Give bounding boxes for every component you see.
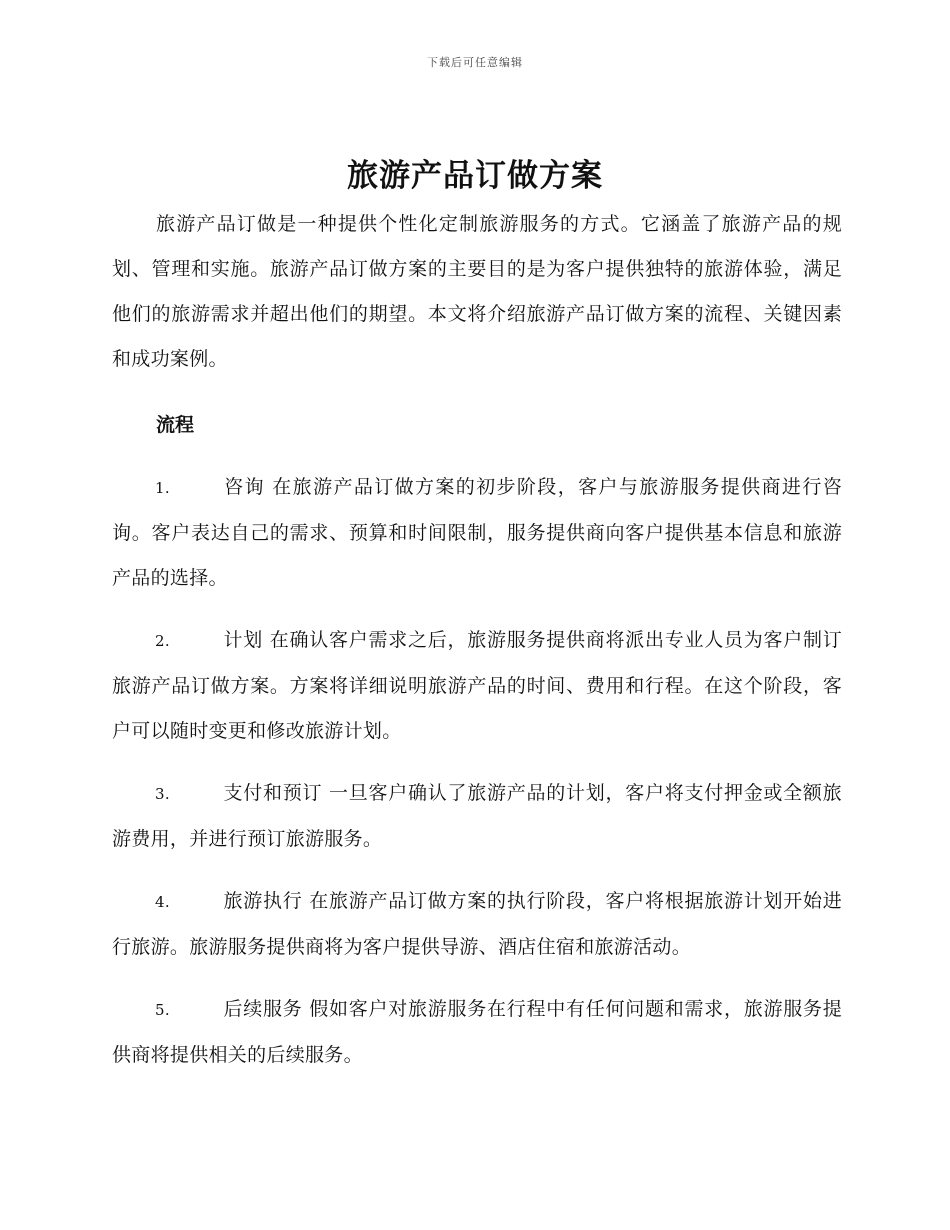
step-title: 计划	[223, 629, 263, 651]
step-number: 3.	[155, 785, 170, 803]
step-item	[112, 771, 842, 862]
step-text: 一旦客户确认了旅游产品的计划，客户将支付押金或全额旅游费用，并进行预订旅游服务。	[112, 782, 842, 850]
step-item	[112, 879, 842, 970]
step-number: 5.	[155, 1001, 170, 1019]
step-number: 2.	[155, 632, 170, 650]
step-item	[112, 987, 842, 1078]
step-text: 假如客户对旅游服务在行程中有任何问题和需求，旅游服务提供商将提供相关的后续服务。	[112, 998, 843, 1066]
step-title: 旅游执行	[223, 890, 303, 912]
step-text: 在旅游产品订做方案的执行阶段，客户将根据旅游计划开始进行旅游。旅游服务提供商将为客户提供导游、酒店住宿和旅游活动。	[112, 890, 843, 958]
page-header-note: 下载后可任意编辑	[427, 56, 523, 69]
document-body	[112, 202, 842, 1078]
step-item	[112, 618, 842, 754]
step-number: 4.	[155, 893, 170, 911]
intro-paragraph: 旅游产品订做是一种提供个性化定制旅游服务的方式。它涵盖了旅游产品的规划、管理和实施。旅游产品订做方案的主要目的是为客户提供独特的旅游体验，满足他们的旅游需求并超出他们的期望。本文将介绍旅游产品订做方案的流程、关键因素和成功案例。	[112, 213, 842, 370]
section-heading-process: 流程	[156, 414, 195, 436]
step-title: 咨询	[223, 476, 265, 498]
step-text: 在旅游产品订做方案的初步阶段，客户与旅游服务提供商进行咨询。客户表达自己的需求、预算和时间限制，服务提供商向客户提供基本信息和旅游产品的选择。	[112, 476, 842, 589]
step-number: 1.	[155, 479, 170, 497]
step-text: 在确认客户需求之后，旅游服务提供商将派出专业人员为客户制订旅游产品订做方案。方案将详细说明旅游产品的时间、费用和行程。在这个阶段，客户可以随时变更和修改旅游计划。	[112, 629, 843, 742]
step-title: 后续服务	[223, 998, 303, 1020]
step-title: 支付和预订	[223, 782, 323, 804]
step-item	[112, 465, 842, 601]
document-title: 旅游产品订做方案	[347, 158, 603, 194]
